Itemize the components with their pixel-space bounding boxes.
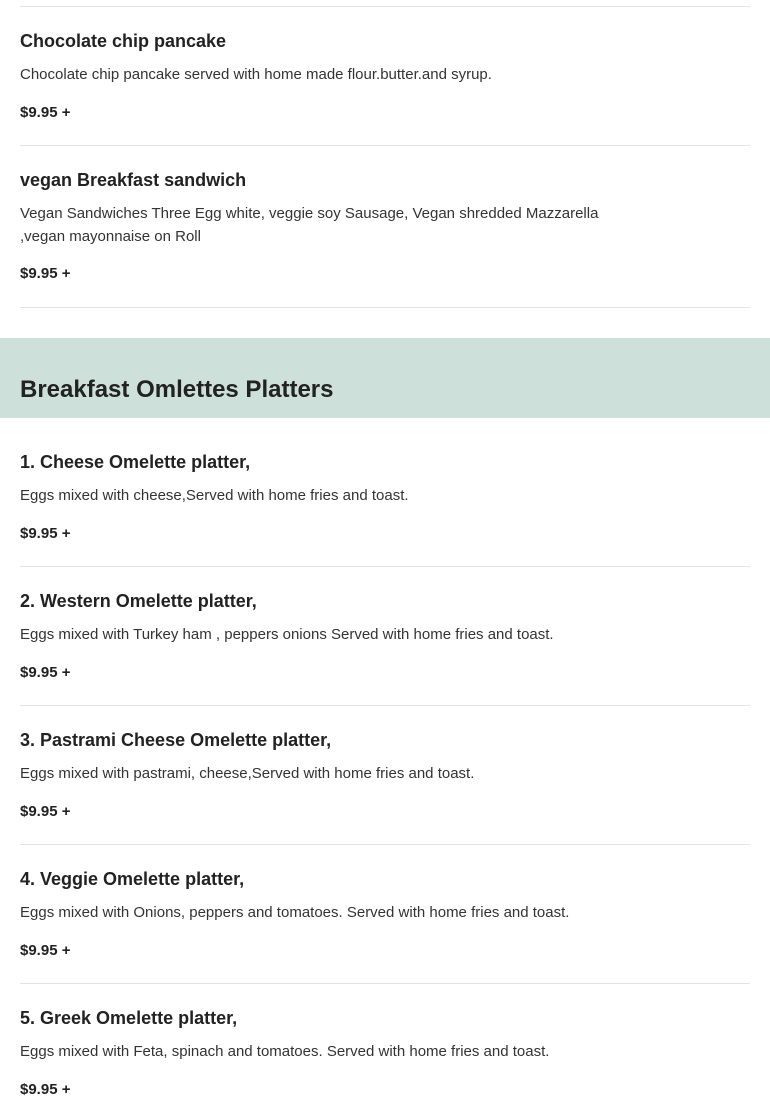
menu-item-chocolate-chip-pancake[interactable] [0, 30, 770, 130]
menu-item-price: $9.95 + [20, 942, 71, 959]
menu-item-price: $9.95 + [20, 265, 71, 282]
menu-item-title: 4. Veggie Omelette platter, [20, 869, 245, 889]
menu-item-title: 2. Western Omelette platter, [20, 591, 257, 611]
category-header [0, 338, 770, 418]
category-title: Breakfast Omlettes Platters [20, 376, 334, 403]
menu-item-price: $9.95 + [20, 104, 71, 121]
menu-item-price: $9.95 + [20, 664, 71, 681]
menu-item-western-omelette[interactable] [0, 590, 770, 690]
item-divider [20, 6, 750, 7]
item-divider [20, 566, 750, 567]
menu-item-description: Eggs mixed with Turkey ham , peppers onions Served with home fries and toast. [20, 626, 554, 643]
menu-item-description: Eggs mixed with Onions, peppers and tomatoes. Served with home fries and toast. [20, 904, 570, 921]
menu-item-title: 3. Pastrami Cheese Omelette platter, [20, 730, 332, 750]
menu-item-cheese-omelette[interactable] [0, 451, 770, 551]
menu-item-title: 1. Cheese Omelette platter, [20, 452, 251, 472]
menu-item-title: Chocolate chip pancake [20, 31, 227, 51]
menu-item-greek-omelette[interactable] [0, 1007, 770, 1098]
menu-item-pastrami-cheese-omelette[interactable] [0, 729, 770, 829]
item-divider [20, 844, 750, 845]
menu-item-description: Eggs mixed with pastrami, cheese,Served with home fries and toast. [20, 765, 475, 782]
menu-item-title: 5. Greek Omelette platter, [20, 1008, 238, 1028]
item-divider [20, 983, 750, 984]
menu-item-price: $9.95 + [20, 525, 71, 542]
menu-item-price: $9.95 + [20, 803, 71, 820]
item-divider [20, 705, 750, 706]
item-divider [20, 307, 750, 308]
item-divider [20, 145, 750, 146]
menu-item-title: vegan Breakfast sandwich [20, 170, 247, 190]
menu-item-vegan-breakfast-sandwich[interactable] [0, 169, 770, 289]
menu-item-description: Eggs mixed with cheese,Served with home fries and toast. [20, 487, 409, 504]
menu-item-veggie-omelette[interactable] [0, 868, 770, 968]
menu-item-description: Chocolate chip pancake served with home made flour.butter.and syrup. [20, 66, 492, 83]
menu-item-description: Eggs mixed with Feta, spinach and tomatoes. Served with home fries and toast. [20, 1043, 550, 1060]
menu-item-price: $9.95 + [20, 1081, 71, 1098]
menu-item-description: Vegan Sandwiches Three Egg white, veggie soy Sausage, Vegan shredded Mazzarella ,vegan mayonnaise on Roll [20, 205, 599, 245]
